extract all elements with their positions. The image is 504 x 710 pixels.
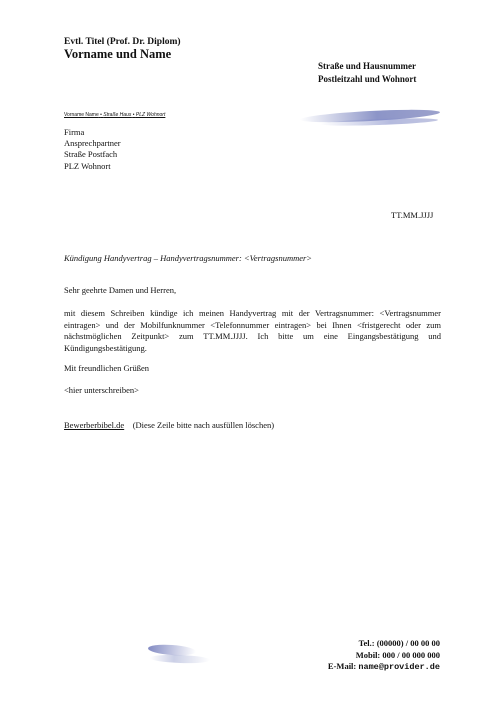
contact-email-line	[328, 661, 440, 672]
recipient-contact-person: Ansprechpartner	[64, 138, 121, 149]
sender-title-line: Evtl. Titel (Prof. Dr. Diplom)	[64, 37, 181, 47]
contact-mobile: Mobil: 000 / 00 000 000	[355, 650, 440, 660]
letter-subject: Kündigung Handyvertrag – Handyvertragsnummer: <Vertragsnummer>	[64, 253, 313, 263]
return-address-name: Vorname Name	[64, 112, 99, 118]
decorative-swoosh-bottom-secondary	[150, 654, 210, 664]
contact-email-address[interactable]: name@provider.de	[358, 662, 440, 672]
recipient-company: Firma	[64, 127, 85, 137]
recipient-street: Straße Postfach	[64, 149, 118, 160]
return-address-city: PLZ Wohnort	[135, 112, 166, 118]
recipient-address-block	[64, 127, 121, 172]
contact-email-label: E-Mail:	[327, 661, 357, 671]
letter-date: TT.MM.JJJJ	[391, 210, 434, 220]
bewerberbibel-link[interactable]: Bewerberbibel.de	[64, 420, 125, 430]
return-address-line: Vorname Name • Straße Haus • PLZ Wohnort	[64, 112, 166, 118]
salutation: Sehr geehrte Damen und Herren,	[64, 285, 177, 295]
sender-city: Postleitzahl und Wohnort	[318, 74, 417, 84]
letter-body: mit diesem Schreiben kündige ich meinen Handyvertrag mit der Vertragsnummer: <Vertragsnummer eintragen> und der Mobilfunknummer <Telefonnummer eintragen> bei Ihnen <fristgerecht oder zum nächstmöglichen Zeitpunkt> zum TT.MM.JJJJ. Ich bitte um eine Eingangsbestätigung und Kündigungsbestätigung.	[64, 308, 441, 353]
signature-placeholder: <hier unterschreiben>	[64, 385, 139, 395]
footer-delete-note: (Diese Zeile bitte nach ausfüllen löschen)	[132, 420, 275, 430]
sender-name: Vorname und Name	[64, 47, 172, 61]
contact-telephone: Tel.: (00000) / 00 00 00	[358, 638, 440, 648]
footer-note-line	[64, 420, 274, 430]
sender-street: Straße und Hausnummer	[318, 61, 417, 71]
return-address-street: Straße Haus	[103, 112, 132, 118]
recipient-city: PLZ Wohnort	[64, 160, 111, 171]
closing-phrase: Mit freundlichen Grüßen	[64, 363, 149, 373]
